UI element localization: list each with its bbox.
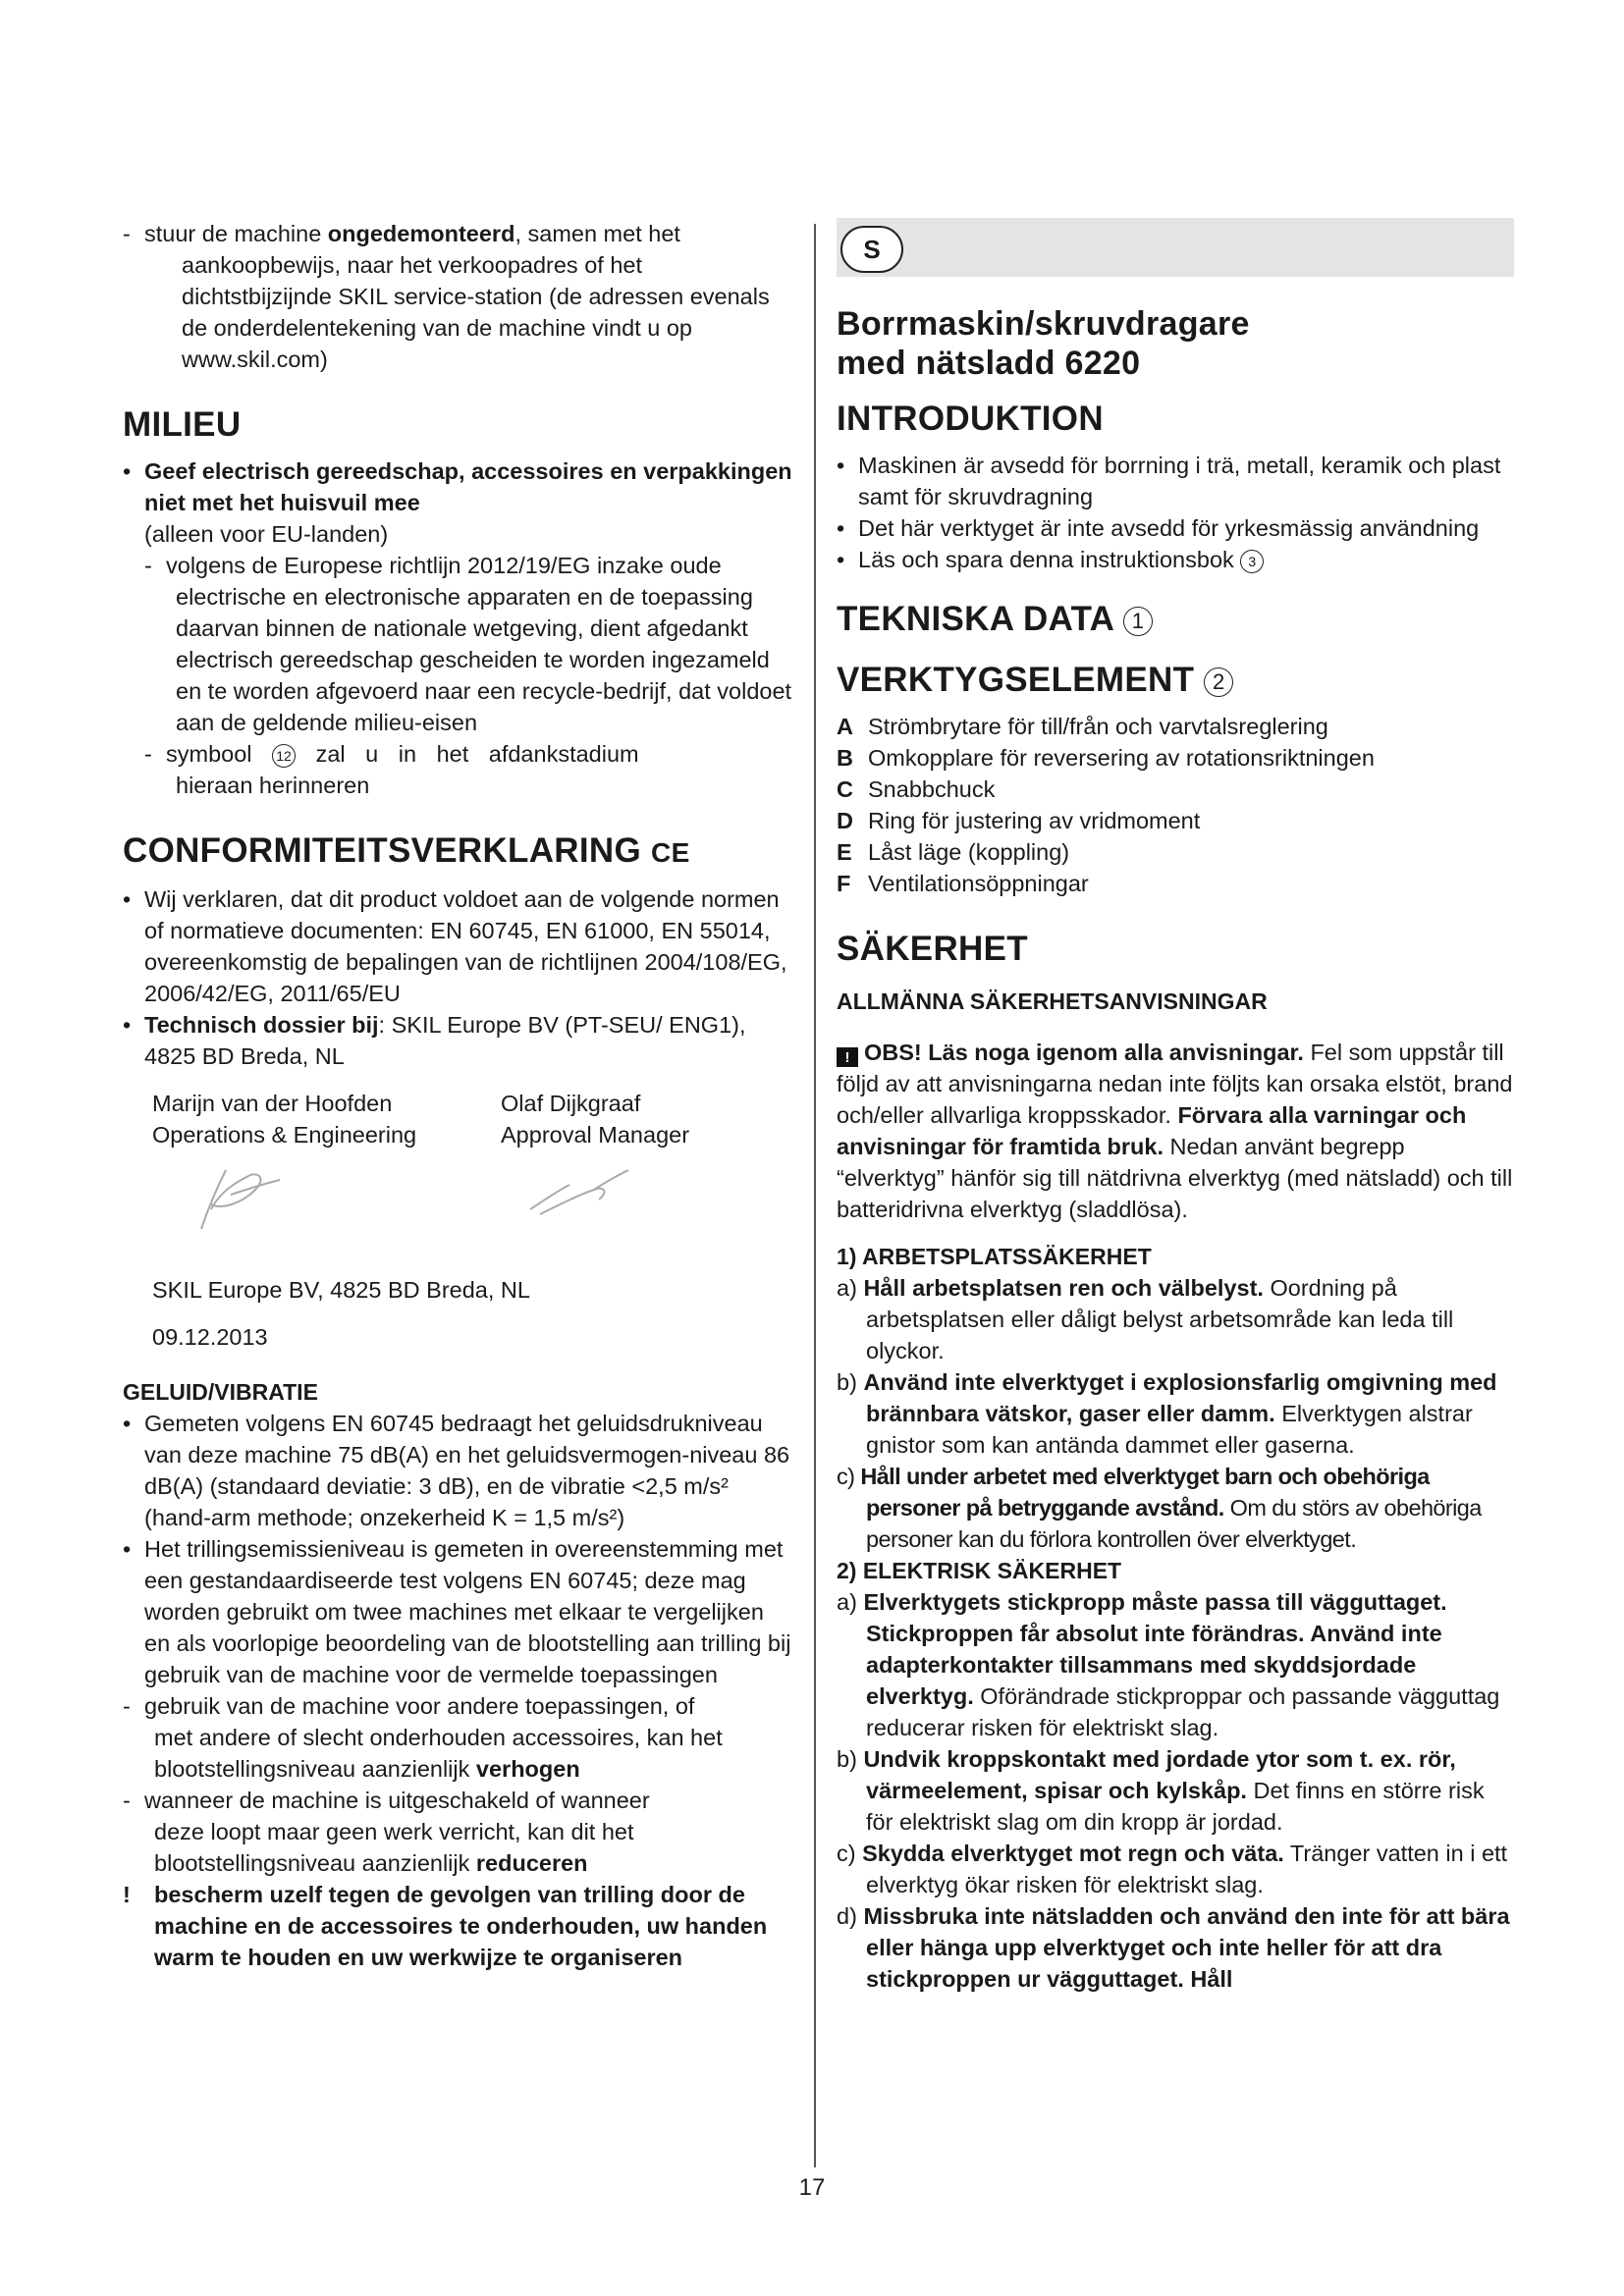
- sec1-item: c) Håll under arbetet med elverktyget barn och obehöriga personer på betryggande avstånd. Om du störs av obehöriga personer kan du förlora kontrollen över elverktyget.: [837, 1464, 1482, 1552]
- right-column: [837, 218, 1514, 1995]
- milieu-dash-1: - volgens de Europese richtlijn 2012/19/EG inzake oude electrische en electronische apparaten en de toepassing daarvan binnen de nationale wetgeving, dient afgedankt electrisch gereedschap gescheiden te worden ingezameld en te worden afgevoerd naar een recycle-bedrijf, dat voldoet aan de geldende milieu-eisen: [144, 553, 792, 735]
- symbol-12-icon: 12: [272, 744, 296, 768]
- safety-warning: ! OBS! Läs noga igenom alla anvisningar. Fel som uppstår till följd av att anvisningarna nedan inte följts kan orsaka elstöt, brand och/eller allvarliga kroppsskador. Förvara alla varningar och anvisningar för framtida bruk. Nedan använt begrepp “elverktyg” hänför sig till nätdrivna elverktyg (med nätsladd) och till batteridrivna elverktyg (sladdlösa).: [837, 1040, 1513, 1222]
- geluid-bullet-1: • Gemeten volgens EN 60745 bedraagt het geluidsdrukniveau van deze machine 75 dB(A) en het geluidsvermogen-niveau 86 dB(A) (standaard deviatie: 3 dB), en de vibratie <2,5 m/s² (hand-arm methode; onzekerheid K = 1,5 m/s²): [123, 1411, 790, 1530]
- geluid-bullet-2: • Het trillingsemissieniveau is gemeten in overeenstemming met een gestandaardiseerde test volgens EN 60745; deze mag worden gebruikt om twee machines met elkaar te vergelijken en als voorlopige beoordeling van de blootstelling aan trilling bij gebruik van de machine voor de vermelde toepassingen: [123, 1536, 791, 1687]
- conformity-bullet-1: • Wij verklaren, dat dit product voldoet aan de volgende normen of normatieve documenten: EN 60745, EN 61000, EN 55014, overeenkomstig de bepalingen van de richtlijnen 2004/108/EG, 2006/42/EG, 2011/65/EU: [123, 886, 787, 1006]
- intro-bullet-2: • Det här verktyget är inte avsedd för yrkesmässig användning: [837, 515, 1480, 541]
- intro-bullet-3: • Läs och spara denna instruktionsbok 3: [837, 544, 1514, 575]
- element-item: A Strömbrytare för till/från och varvtalsreglering: [837, 714, 1328, 739]
- language-badge: S: [840, 226, 903, 273]
- tech-heading: TEKNISKA DATA 1: [837, 599, 1514, 640]
- language-header: [837, 218, 1514, 277]
- left-column: [123, 218, 792, 1973]
- signature-2: [501, 1150, 658, 1239]
- sec2-item: d) Missbruka inte nätsladden och använd den inte för att bära eller hänga upp elverktyget och inte heller för att dra stickproppen ur vägguttaget. Håll: [837, 1903, 1510, 1992]
- warning-icon: !: [837, 1047, 858, 1067]
- sec1-heading: 1) ARBETSPLATSSÄKERHET: [837, 1244, 1152, 1269]
- repair-item: - stuur de machine ongedemonteerd, samen met het aankoopbewijs, naar het verkoopadres of het dichtstbijzijnde SKIL service-station (de adressen evenals de onderdelentekening van de machine vindt u op www.skil.com): [123, 221, 770, 372]
- element-item: B Omkopplare för reversering av rotationsriktningen: [837, 745, 1375, 771]
- intro-bullet-1: • Maskinen är avsedd för borrning i trä, metall, keramik och plast samt för skruvdragning: [837, 453, 1501, 509]
- geluid-dash-2: - wanneer de machine is uitgeschakeld of wanneer deze loopt maar geen werk verricht, kan dit het blootstellingsniveau aanzienlijk reduceren: [123, 1788, 650, 1876]
- milieu-heading: MILIEU: [123, 405, 242, 444]
- element-item: E Låst läge (koppling): [837, 839, 1070, 865]
- sec2-item: a) Elverktygets stickpropp måste passa till vägguttaget. Stickproppen får absolut inte förändras. Använd inte adapterkontakter tillsammans med skyddsjordade elverktyg. Oförändrade stickproppar och passande vägguttag reducerar risken för elektriskt slag.: [837, 1589, 1500, 1740]
- geluid-heading: GELUID/VIBRATIE: [123, 1379, 318, 1405]
- safety-subheading: ALLMÄNNA SÄKERHETSANVISNINGAR: [837, 988, 1268, 1014]
- element-list: [837, 711, 1514, 899]
- sec2-item: b) Undvik kroppskontakt med jordade ytor som t. ex. rör, värmeelement, spisar och kylskåp. Det finns en större risk för elektriskt slag om din kropp är jordad.: [837, 1746, 1485, 1835]
- safety-heading: SÄKERHET: [837, 930, 1028, 968]
- product-title: Borrmaskin/skruvdragare med nätsladd 6220: [837, 305, 1250, 382]
- conformity-heading: CONFORMITEITSVERKLARING CE: [123, 831, 690, 870]
- sec1-item: a) Håll arbetsplatsen ren och välbelyst. Oordning på arbetsplatsen eller dåligt belyst arbetsområde kan leda till olyckor.: [837, 1275, 1454, 1363]
- column-divider: [814, 224, 816, 2167]
- signatures: Marijn van der Hoofden Operations & Engineering Olaf Dijkgraaf Approval Manager SKIL Europe BV, 4825 BD Breda, NL 09.12.2013: [152, 1091, 690, 1350]
- page-number: 17: [798, 2174, 826, 2201]
- sec2-item: c) Skydda elverktyget mot regn och väta. Tränger vatten in i ett elverktyg ökar risken för elektriskt slag.: [837, 1841, 1508, 1897]
- ce-mark-icon: CE: [651, 837, 690, 868]
- element-item: D Ring för justering av vridmoment: [837, 808, 1201, 833]
- sec1-item: b) Använd inte elverktyget i explosionsfarlig omgivning med brännbara vätskor, gaser eller damm. Elverktygen alstrar gnistor som kan antända dammet eller gaserna.: [837, 1369, 1497, 1458]
- intro-heading: INTRODUKTION: [837, 400, 1104, 438]
- element-item: F Ventilationsöppningar: [837, 871, 1089, 896]
- geluid-dash-1: - gebruik van de machine voor andere toepassingen, of met andere of slecht onderhouden accessoires, kan het blootstellingsniveau aanzienlijk verhogen: [123, 1693, 723, 1782]
- ref-1-icon: 1: [1123, 607, 1153, 636]
- milieu-bullet: • Geef electrisch gereedschap, accessoires en verpakkingen niet met het huisvuil mee (alleen voor EU-landen) - volgens de Europese richtlijn 2012/19/EG inzake oude electrische en electronische apparaten en de toepassing daarvan binnen de nationale wetgeving, dient afgedankt electrisch gereedschap gescheiden te worden ingezameld en te worden afgevoerd naar een recycle-bedrijf, dat voldoet aan de geldende milieu-eisen - symbool 12 zal u in het afdankstadium hieraan herinneren: [123, 455, 792, 801]
- milieu-dash-2: - symbool 12 zal u in het afdankstadium hieraan herinneren: [144, 741, 639, 798]
- conformity-bullet-2: • Technisch dossier bij: SKIL Europe BV (PT-SEU/ ENG1), 4825 BD Breda, NL: [123, 1012, 746, 1069]
- ref-2-icon: 2: [1204, 667, 1233, 697]
- ref-3-icon: 3: [1240, 550, 1264, 573]
- elements-heading: VERKTYGSELEMENT 2: [837, 660, 1514, 701]
- element-item: C Snabbchuck: [837, 776, 996, 802]
- sec2-heading: 2) ELEKTRISK SÄKERHET: [837, 1558, 1122, 1583]
- geluid-warning: ! bescherm uzelf tegen de gevolgen van trilling door de machine en de accessoires te onderhouden, uw handen warm te houden en uw werkwijze te organiseren: [123, 1882, 768, 1970]
- signature-1: [152, 1150, 501, 1239]
